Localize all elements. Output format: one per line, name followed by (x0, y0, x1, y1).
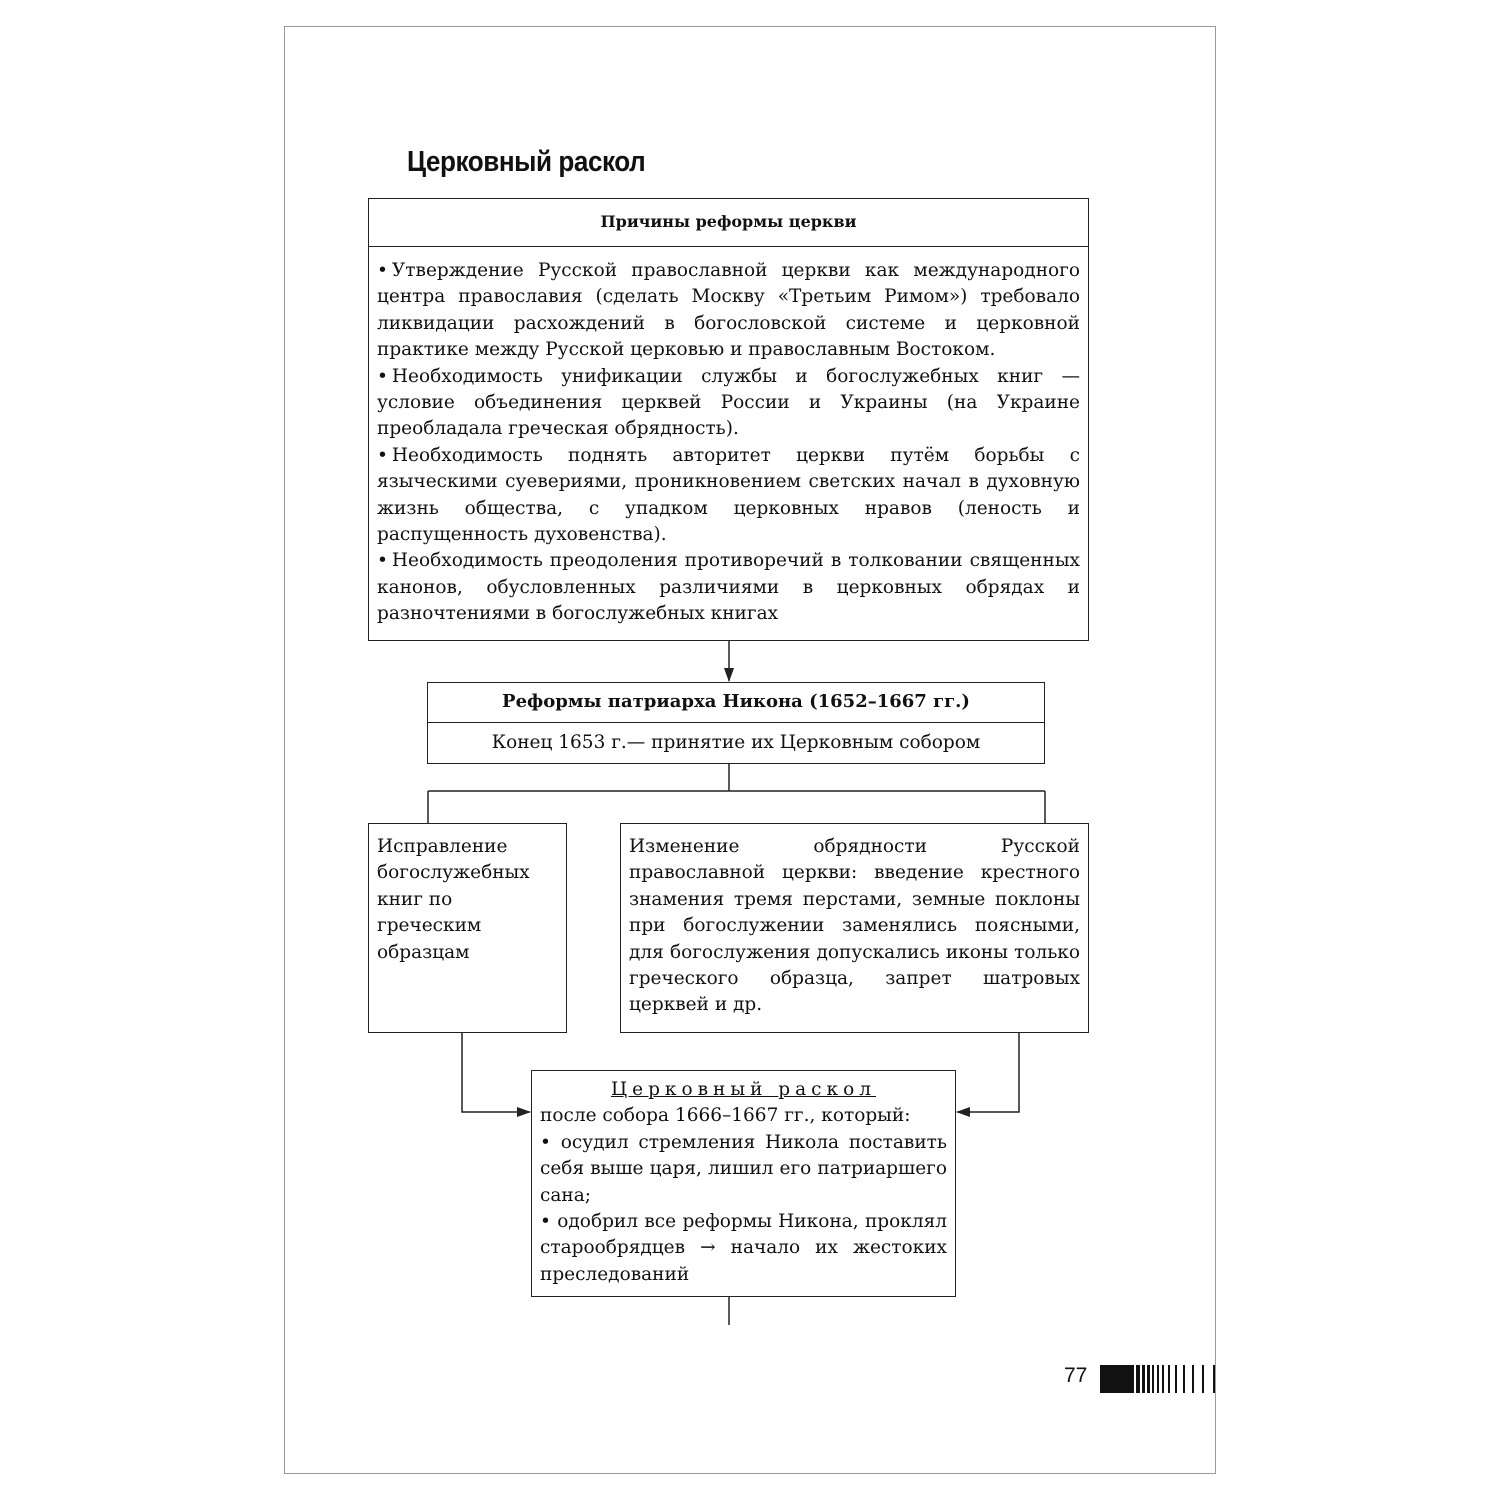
page-number: 77 (1064, 1364, 1088, 1387)
bullet-icon: • (540, 1211, 551, 1233)
list-item: • Утверждение Русской православной церкви как международного центра православия (сделать Москву «Третьим Римом») требовало ликвидации расхождений в богословской системе и церковной практике между Русской церковью и православным Востоком. (377, 260, 1080, 361)
causes-heading: Причины реформы церкви (369, 199, 1088, 247)
arrow-books-to-schism (462, 1033, 530, 1112)
reforms-subheading: Конец 1653 г.— принятие их Церковным собором (491, 732, 981, 753)
rites-change-box: Изменение обрядности Русской православной церкви: введение крестного знамения тремя перстами, земные поклоны при богослужении заменялись поясными, для богослужения допускались иконы только греческого образца, запрет шатровых церквей и др. (620, 823, 1089, 1033)
arrow-rites-to-schism (957, 1033, 1019, 1112)
bullet-icon: • (377, 444, 388, 466)
list-item: • осудил стремления Никола поставить себя выше царя, лишил его патриаршего сана; (540, 1131, 947, 1206)
bullet-icon: • (377, 365, 388, 387)
reforms-heading: Реформы патриарха Никона (1652–1667 гг.) (428, 683, 1044, 723)
list-item: • Необходимость унификации службы и богослужебных книг — условие объединения церквей России и Украины (на Украине преобладала греческая обрядность). (377, 365, 1080, 440)
schism-intro: после собора 1666–1667 гг., который: (540, 1105, 911, 1127)
page-edge-bars (1100, 1365, 1217, 1393)
schism-title: Церковный раскол (611, 1079, 876, 1100)
page-title: Церковный раскол (407, 146, 646, 178)
bullet-icon: • (377, 260, 388, 281)
list-item: • Необходимость преодоления противоречий в толковании священных канонов, обусловленных различиями в церковных обрядах и разночтениями в богослужебных книгах (377, 550, 1080, 625)
list-item: • Необходимость поднять авторитет церкви путём борьбы с языческими суевериями, проникновением светских начал в духовную жизнь общества, с упадком церковных нравов (леность и распущенность духовенства). (377, 444, 1080, 546)
books-correction-box: Исправление богослужебных книг по греческим образцам (368, 823, 567, 1033)
bullet-icon: • (540, 1131, 551, 1153)
list-item: • одобрил все реформы Никона, проклял старообрядцев → начало их жестоких преследований (540, 1211, 947, 1285)
bullet-icon: • (377, 550, 388, 572)
